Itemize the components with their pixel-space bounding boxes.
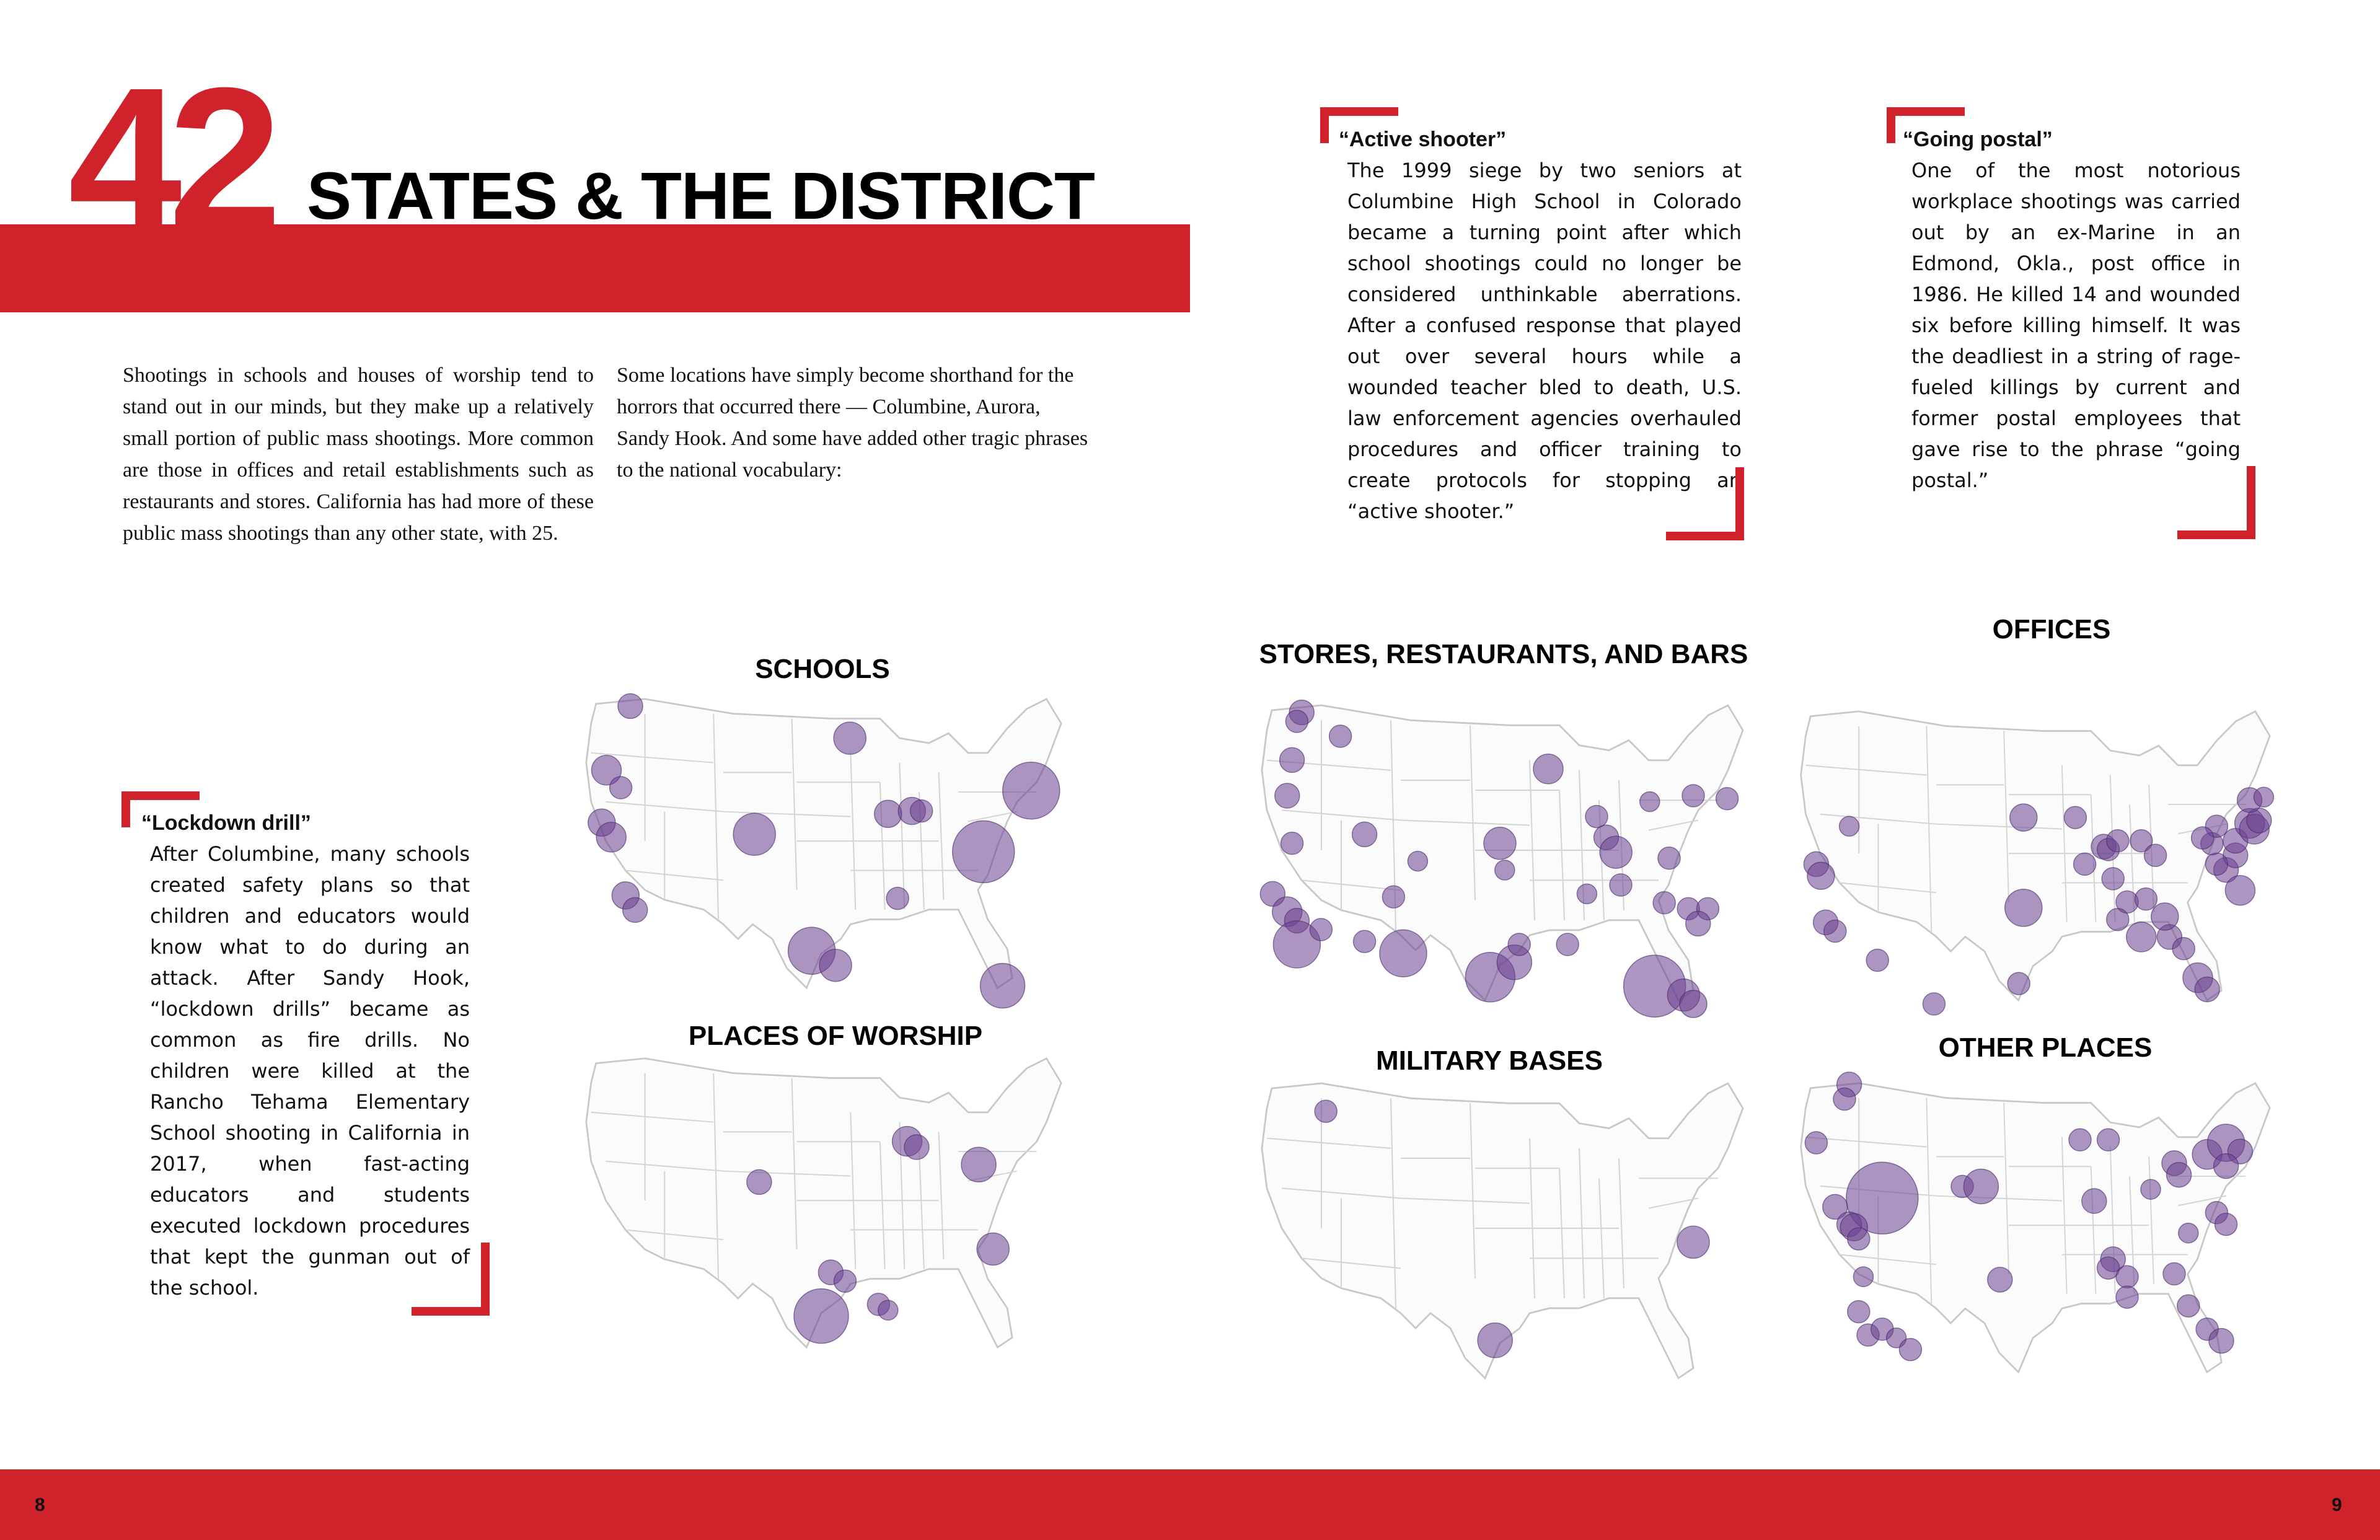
shooting-bubble — [1833, 1088, 1856, 1111]
map-offices — [1791, 706, 2275, 1010]
shooting-bubble — [2008, 972, 2030, 995]
shooting-bubble — [1610, 874, 1632, 896]
shooting-bubble — [1280, 747, 1305, 772]
big-number: 42 — [68, 45, 269, 273]
shooting-bubble — [1484, 827, 1516, 860]
shooting-bubble — [2097, 1129, 2120, 1151]
map-title-worship: PLACES OF WORSHIP — [688, 1021, 983, 1051]
shooting-bubble — [2082, 1189, 2107, 1213]
shooting-bubble — [2151, 903, 2179, 930]
shooting-bubble — [1680, 990, 1707, 1018]
map-worship — [576, 1054, 1066, 1357]
shooting-bubble — [2225, 876, 2255, 905]
shooting-bubble — [1380, 930, 1427, 977]
shooting-bubble — [2127, 922, 2156, 952]
shooting-bubble — [2214, 1154, 2239, 1179]
shooting-bubble — [1866, 949, 1889, 972]
shooting-bubble — [1352, 822, 1377, 847]
sidebar-going-postal — [1903, 124, 2241, 496]
shooting-bubble — [2064, 806, 2086, 829]
map-title-military: MILITARY BASES — [1376, 1045, 1603, 1076]
shooting-bubble — [2116, 1286, 2138, 1308]
shooting-bubble — [2144, 844, 2167, 866]
shooting-bubble — [618, 693, 643, 718]
shooting-bubble — [2102, 868, 2124, 890]
page-number-right: 9 — [2332, 1495, 2342, 1515]
shooting-bubble — [1533, 754, 1563, 784]
sidebar-title: “Lockdown drill” — [141, 811, 311, 835]
shooting-bubble — [2074, 853, 2096, 875]
shooting-bubble — [610, 777, 632, 799]
shooting-bubble — [2167, 1163, 2192, 1187]
shooting-bubble — [2005, 889, 2042, 926]
shooting-bubble — [2107, 909, 2129, 931]
bracket-bottom-right — [1666, 467, 1744, 540]
shooting-bubble — [834, 1270, 857, 1292]
map-stores — [1252, 700, 1748, 1010]
shooting-bubble — [733, 813, 775, 855]
shooting-bubble — [1310, 918, 1332, 941]
shooting-bubble — [878, 1300, 898, 1320]
sidebar-title: “Active shooter” — [1339, 128, 1507, 151]
map-schools — [576, 694, 1066, 998]
shooting-bubble — [1923, 993, 1945, 1015]
shooting-bubble — [1682, 785, 1704, 807]
shooting-bubble — [1478, 1323, 1512, 1358]
footer-bar — [0, 1469, 2380, 1540]
shooting-bubble — [1963, 1169, 1998, 1204]
shooting-bubble — [794, 1289, 848, 1344]
shooting-bubble — [2192, 827, 2214, 849]
map-title-other: OTHER PLACES — [1938, 1032, 2153, 1063]
shooting-bubble — [1585, 806, 1608, 828]
map-other — [1791, 1078, 2275, 1382]
shooting-bubble — [1556, 933, 1579, 956]
sidebar-lockdown-drill — [141, 807, 470, 1303]
shooting-bubble — [1658, 847, 1680, 869]
shooting-bubble — [961, 1147, 996, 1182]
shooting-bubble — [977, 1233, 1009, 1265]
map-title-schools: SCHOOLS — [755, 654, 890, 684]
page-headline: STATES & THE DISTRICT — [307, 158, 1095, 233]
bracket-bottom-right — [2177, 466, 2255, 539]
bracket-top-left — [1320, 107, 1398, 143]
shooting-bubble — [1003, 762, 1060, 819]
shooting-bubble — [2116, 1265, 2138, 1288]
shooting-bubble — [1382, 886, 1404, 908]
page-number-left: 8 — [35, 1495, 45, 1515]
shooting-bubble — [1315, 1100, 1337, 1122]
shooting-bubble — [2163, 1263, 2185, 1285]
shooting-bubble — [2069, 1129, 2091, 1151]
map-title-offices: OFFICES — [1992, 614, 2111, 645]
shooting-bubble — [1899, 1339, 1921, 1361]
shooting-bubble — [1329, 725, 1352, 747]
sidebar-body: The 1999 siege by two seniors at Columbine High School in Colorado became a turning point after which school shootings could no longer be considered unthinkable aberrations. After a confused response that played out over several hours while a wounded teacher bled to death, U.S. law enforcement agencies overhauled procedures and officer training to create protocols for stopping an “active shooter.” — [1347, 159, 1742, 523]
shooting-bubble — [1354, 930, 1376, 953]
shooting-bubble — [596, 822, 626, 852]
shooting-bubble — [1508, 933, 1530, 956]
shooting-bubble — [1848, 1301, 1870, 1323]
shooting-bubble — [1848, 1228, 1870, 1250]
shooting-bubble — [2141, 1179, 2161, 1199]
shooting-bubble — [2254, 787, 2273, 807]
shooting-bubble — [2179, 1223, 2198, 1243]
shooting-bubble — [1840, 816, 1859, 836]
shooting-bubble — [1640, 792, 1660, 812]
shooting-bubble — [2172, 938, 2195, 960]
shooting-bubble — [1408, 851, 1427, 871]
shooting-bubble — [2107, 830, 2129, 852]
shooting-bubble — [834, 722, 866, 754]
sidebar-body: One of the most notorious workplace shootings was carried out by an ex-Marine in an Edmond, Okla., post office in 1986. He killed 14 and wounded six before killing himself. It was the deadliest in a string of rage-fueled killings by current and former postal employees that gave rise to the phrase “going postal.” — [1911, 159, 2241, 492]
map-title-stores: STORES, RESTAURANTS, AND BARS — [1259, 639, 1748, 669]
shooting-bubble — [1577, 884, 1597, 904]
shooting-bubble — [747, 1169, 772, 1194]
shooting-bubble — [1600, 836, 1632, 868]
shooting-bubble — [1824, 920, 1846, 943]
shooting-bubble — [1285, 710, 1308, 733]
shooting-bubble — [1853, 1267, 1873, 1287]
intro-paragraph-1: Shootings in schools and houses of worship tend to stand out in our minds, but they make up a relatively small portion of public mass shootings. More common are those in offices and retail establishments such as restaurants and stores. California has had more of these public mass shootings than any other state, with 25. — [123, 364, 594, 545]
sidebar-title: “Going postal” — [1903, 128, 2053, 151]
sidebar-body: After Columbine, many schools created safety plans so that children and educators would know what to do during an attack. After Sandy Hook, “lockdown drills” became as common as fire drills. No children were killed at the Rancho Tehama Elementary School shooting in California in 2017, when fast-acting educators and students executed lockdown procedures that kept the gunman out of the school. — [150, 842, 470, 1300]
shooting-bubble — [623, 897, 648, 922]
intro-paragraph-2: Some locations have simply become shorthand for the horrors that occurred there — Columbine, Aurora, Sandy Hook. And some have added other tragic phrases to the national vocabulary: — [617, 364, 1088, 482]
shooting-bubble — [1716, 788, 1739, 810]
sidebar-active-shooter — [1339, 124, 1742, 527]
shooting-bubble — [1495, 860, 1515, 880]
shooting-bubble — [904, 1135, 929, 1159]
shooting-bubble — [910, 800, 933, 822]
shooting-bubble — [2209, 1329, 2234, 1353]
shooting-bubble — [1988, 1267, 2012, 1292]
map-military — [1252, 1078, 1748, 1388]
shooting-bubble — [875, 800, 902, 827]
bracket-top-left — [121, 791, 200, 827]
shooting-bubble — [1275, 783, 1300, 808]
shooting-bubble — [2177, 1295, 2200, 1317]
shooting-bubble — [2215, 1213, 2237, 1236]
shooting-bubble — [2135, 888, 2157, 910]
shooting-bubble — [1281, 832, 1303, 855]
shooting-bubble — [981, 964, 1025, 1008]
shooting-bubble — [2010, 804, 2037, 831]
shooting-bubble — [1805, 1132, 1827, 1154]
shooting-bubble — [2205, 853, 2228, 875]
shooting-bubble — [1807, 862, 1835, 889]
bracket-top-left — [1887, 107, 1965, 143]
shooting-bubble — [819, 949, 852, 982]
shooting-bubble — [2195, 977, 2219, 1002]
shooting-bubble — [1653, 892, 1675, 914]
bracket-bottom-right — [412, 1243, 490, 1316]
shooting-bubble — [886, 887, 909, 910]
shooting-bubble — [953, 821, 1015, 882]
shooting-bubble — [1677, 1226, 1709, 1258]
shooting-bubble — [1686, 911, 1711, 936]
